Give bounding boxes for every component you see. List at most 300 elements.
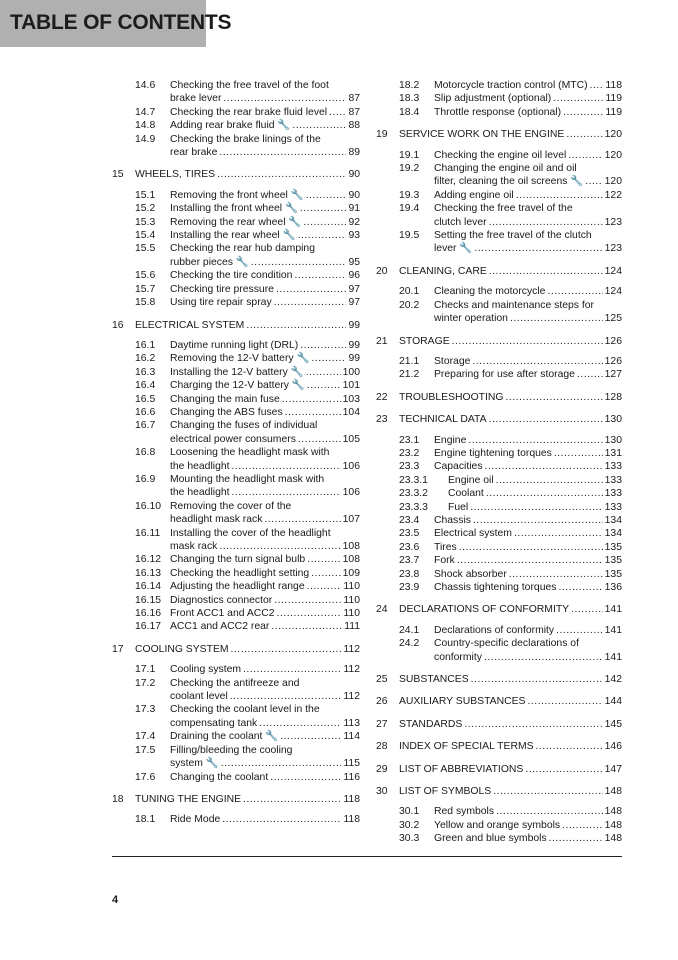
toc-section-entry[interactable] [112, 189, 360, 202]
toc-entry-page: 104 [342, 406, 360, 418]
toc-entry-title: Adjusting the headlight range [170, 581, 305, 593]
toc-entry-title: Checking the headlight setting [170, 567, 310, 579]
toc-chapter-entry[interactable] [376, 335, 622, 348]
toc-entry-title: Storage [434, 355, 471, 367]
toc-entry-page: 120 [604, 176, 622, 188]
toc-entry-number: 24.1 [399, 624, 420, 636]
toc-section-entry[interactable] [376, 624, 622, 637]
toc-section-entry[interactable] [112, 296, 360, 309]
dot-leader [516, 189, 603, 202]
toc-section-entry[interactable] [376, 805, 622, 818]
toc-entry-number: 18.4 [399, 106, 420, 118]
toc-entry-page: 113 [343, 717, 360, 729]
toc-entry-number: 16.13 [135, 567, 162, 579]
toc-section-entry[interactable] [112, 352, 360, 365]
toc-chapter-entry[interactable] [376, 265, 622, 278]
dot-leader [243, 793, 341, 806]
toc-section-entry[interactable] [376, 202, 622, 229]
toc-entry-title: Checking the engine oil level [434, 149, 567, 161]
dot-leader [264, 513, 340, 526]
toc-entry-number: 28 [376, 741, 388, 753]
dot-leader [271, 620, 342, 633]
toc-section-entry[interactable] [112, 366, 360, 379]
toc-entry-number: 15.5 [135, 243, 156, 255]
dot-leader [489, 216, 603, 229]
toc-entry-number: 14.8 [135, 120, 156, 132]
toc-entry-number: 19.4 [399, 203, 420, 215]
toc-section-entry[interactable] [112, 379, 360, 392]
toc-entry-title: Adding rear brake fluid 🔧 [170, 120, 291, 132]
dot-leader [457, 554, 603, 567]
toc-entry-page: 116 [343, 771, 360, 783]
toc-entry-title: Setting the free travel of the clutch [434, 230, 592, 242]
toc-entry-title: AUXILIARY SUBSTANCES [399, 696, 526, 708]
toc-section-entry[interactable] [112, 229, 360, 242]
dot-leader [223, 92, 346, 105]
toc-entry-page: 97 [348, 297, 360, 309]
toc-entry-page: 96 [348, 270, 360, 282]
dot-leader [510, 312, 603, 325]
dot-leader [217, 168, 346, 181]
toc-entry-number: 16.17 [135, 621, 162, 633]
toc-entry-page: 125 [604, 313, 622, 325]
toc-section-entry[interactable] [112, 594, 360, 607]
toc-entry-title: conformity [434, 651, 482, 663]
toc-entry-page: 105 [342, 433, 360, 445]
toc-section-entry[interactable] [112, 242, 360, 269]
toc-section-entry[interactable] [112, 406, 360, 419]
toc-entry-page: 134 [604, 514, 622, 526]
toc-entry-page: 103 [342, 393, 360, 405]
toc-entry-page: 112 [343, 691, 360, 703]
dot-leader [558, 581, 602, 594]
toc-section-entry[interactable] [112, 119, 360, 132]
toc-entry-page: 111 [344, 621, 360, 633]
toc-entry-title: Cleaning the motorcycle [434, 286, 546, 298]
toc-entry-page: 144 [604, 696, 622, 708]
dot-leader [230, 690, 342, 703]
toc-entry-number: 20.1 [399, 286, 420, 298]
toc-section-entry[interactable] [112, 730, 360, 743]
toc-chapter-entry[interactable] [112, 793, 360, 806]
toc-entry-title: Ride Mode [170, 814, 221, 826]
toc-section-entry[interactable] [376, 487, 622, 500]
toc-entry-title: SUBSTANCES [399, 674, 469, 686]
toc-section-entry[interactable] [376, 355, 622, 368]
toc-entry-title: Mounting the headlight mask with [170, 473, 325, 485]
toc-section-entry[interactable] [376, 514, 622, 527]
toc-entry-number: 16.14 [135, 581, 162, 593]
footer-divider [112, 856, 622, 857]
dot-leader [276, 283, 346, 296]
toc-section-entry[interactable] [376, 299, 622, 326]
toc-entry-title: Checking the rear hub damping [170, 243, 315, 255]
toc-entry-title: Declarations of conformity [434, 624, 555, 636]
toc-section-entry[interactable] [376, 285, 622, 298]
toc-entry-page: 99 [348, 319, 360, 331]
toc-entry-page: 114 [343, 731, 360, 743]
toc-entry-page: 141 [604, 624, 622, 636]
toc-entry-title: rear brake [170, 147, 218, 159]
toc-entry-number: 18 [112, 793, 124, 805]
toc-entry-page: 120 [604, 129, 622, 141]
toc-section-entry[interactable] [376, 501, 622, 514]
toc-section-entry[interactable] [112, 419, 360, 446]
toc-entry-page: 120 [604, 149, 622, 161]
toc-section-entry[interactable] [376, 106, 622, 119]
toc-section-entry[interactable] [376, 92, 622, 105]
toc-entry-number: 23 [376, 414, 388, 426]
toc-entry-page: 110 [343, 594, 360, 606]
toc-entry-page: 128 [604, 391, 622, 403]
toc-section-entry[interactable] [112, 580, 360, 593]
toc-entry-page: 89 [348, 147, 360, 159]
toc-entry-page: 118 [605, 80, 622, 91]
toc-entry-page: 123 [604, 243, 622, 255]
toc-section-entry[interactable] [112, 133, 360, 160]
toc-section-entry[interactable] [112, 553, 360, 566]
toc-entry-page: 119 [605, 106, 622, 118]
dot-leader [536, 740, 603, 753]
toc-section-entry[interactable] [112, 269, 360, 282]
toc-entry-title: Removing the cover of the [170, 500, 292, 512]
toc-entry-page: 141 [604, 651, 622, 663]
toc-section-entry[interactable] [112, 663, 360, 676]
toc-entry-number: 23.1 [399, 434, 420, 446]
toc-chapter-entry[interactable] [112, 643, 360, 656]
toc-chapter-entry[interactable] [376, 391, 622, 404]
toc-entry-title: Engine tightening torques [434, 447, 552, 459]
toc-chapter-entry[interactable] [376, 128, 622, 141]
toc-entry-number: 30.2 [399, 819, 420, 831]
toc-entry-title: mask rack [170, 541, 218, 552]
toc-entry-page: 133 [604, 474, 622, 486]
toc-entry-title: Installing the front wheel 🔧 [170, 203, 298, 215]
page-number: 4 [112, 894, 119, 906]
toc-entry-page: 99 [348, 339, 360, 351]
toc-entry-title: Charging the 12-V battery 🔧 [170, 380, 305, 392]
toc-entry-page: 130 [604, 434, 622, 446]
toc-section-entry[interactable] [112, 500, 360, 527]
toc-entry-page: 126 [604, 355, 622, 367]
dot-leader [554, 447, 603, 460]
toc-entry-number: 23.3.3 [399, 501, 428, 513]
toc-entry-page: 119 [605, 93, 622, 105]
toc-entry-number: 16.8 [135, 447, 156, 459]
toc-entry-title: CLEANING, CARE [399, 265, 487, 277]
toc-entry-number: 23.2 [399, 447, 420, 459]
toc-chapter-entry[interactable] [376, 785, 622, 798]
toc-entry-title: Loosening the headlight mask with [170, 447, 330, 459]
toc-entry-page: 109 [342, 567, 360, 579]
toc-section-entry[interactable] [376, 832, 622, 845]
toc-entry-number: 16.10 [135, 500, 162, 512]
dot-leader [277, 607, 342, 620]
toc-section-entry[interactable] [376, 637, 622, 664]
toc-entry-title: TROUBLESHOOTING [399, 391, 504, 403]
toc-section-entry[interactable] [112, 744, 360, 771]
toc-section-entry[interactable] [376, 527, 622, 540]
toc-section-entry[interactable] [376, 434, 622, 447]
dot-leader [222, 813, 341, 826]
toc-entry-number: 29 [376, 763, 388, 775]
toc-entry-title: Checking the coolant level in the [170, 704, 320, 716]
dot-leader [464, 718, 602, 731]
toc-section-entry[interactable] [376, 541, 622, 554]
toc-entry-title: electrical power consumers [170, 433, 296, 445]
toc-entry-page: 118 [343, 793, 360, 805]
toc-section-entry[interactable] [376, 189, 622, 202]
toc-entry-title: Capacities [434, 461, 483, 473]
toc-entry-title: clutch lever [434, 216, 487, 228]
dot-leader [329, 106, 346, 119]
toc-section-entry[interactable] [112, 771, 360, 784]
toc-entry-number: 15.4 [135, 230, 156, 242]
dot-leader [577, 368, 603, 381]
dot-leader [527, 695, 602, 708]
toc-entry-title: the headlight [170, 487, 230, 499]
toc-entry-title: SERVICE WORK ON THE ENGINE [399, 129, 565, 141]
toc-section-entry[interactable] [112, 703, 360, 730]
toc-entry-page: 123 [604, 216, 622, 228]
dot-leader [489, 265, 603, 278]
toc-entry-number: 16.5 [135, 393, 156, 405]
toc-entry-number: 21.1 [399, 355, 420, 367]
toc-chapter-entry[interactable] [376, 673, 622, 686]
toc-entry-number: 17.5 [135, 744, 156, 756]
toc-section-entry[interactable] [376, 368, 622, 381]
toc-entry-title: Red symbols [434, 806, 495, 818]
toc-entry-title: COOLING SYSTEM [135, 643, 229, 655]
toc-entry-number: 16.11 [135, 527, 161, 539]
toc-section-entry[interactable] [112, 607, 360, 620]
dot-leader [231, 643, 342, 656]
toc-entry-title: winter operation [434, 313, 508, 325]
toc-chapter-entry[interactable] [376, 763, 622, 776]
toc-entry-page: 90 [348, 169, 360, 181]
toc-entry-number: 25 [376, 674, 388, 686]
toc-entry-page: 147 [604, 763, 622, 775]
toc-entry-title: ACC1 and ACC2 rear [170, 621, 270, 633]
toc-entry-title: Cooling system [170, 664, 242, 676]
toc-chapter-entry[interactable] [376, 413, 622, 426]
toc-entry-number: 18.2 [399, 80, 420, 91]
toc-entry-title: the headlight [170, 460, 230, 472]
toc-entry-title: Engine [434, 434, 467, 446]
toc-entry-title: Installing the 12-V battery 🔧 [170, 366, 304, 378]
toc-entry-number: 23.7 [399, 555, 420, 567]
dot-leader [285, 406, 341, 419]
dot-leader [496, 805, 603, 818]
toc-entry-number: 30 [376, 786, 388, 798]
toc-entry-number: 19.2 [399, 163, 420, 175]
dot-leader [280, 730, 341, 743]
toc-section-entry[interactable] [112, 567, 360, 580]
toc-entry-number: 24 [376, 604, 388, 616]
toc-entry-title: rubber pieces 🔧 [170, 256, 249, 268]
toc-entry-page: 107 [342, 514, 360, 526]
toc-section-entry[interactable] [112, 283, 360, 296]
toc-section-entry[interactable] [376, 447, 622, 460]
toc-section-entry[interactable] [112, 79, 360, 106]
toc-chapter-entry[interactable] [376, 695, 622, 708]
dot-leader [471, 673, 603, 686]
toc-entry-number: 16.12 [135, 554, 162, 566]
dot-leader [563, 106, 603, 119]
toc-entry-title: Tires [434, 541, 457, 553]
toc-section-entry[interactable] [112, 677, 360, 704]
dot-leader [270, 771, 341, 784]
toc-entry-title: Diagnostics connector [170, 594, 273, 606]
dot-leader [525, 763, 602, 776]
toc-entry-title: Checks and maintenance steps for [434, 299, 594, 311]
dot-leader [307, 553, 340, 566]
toc-section-entry[interactable] [112, 339, 360, 352]
toc-entry-title: Engine oil [448, 474, 494, 486]
dot-leader [306, 366, 341, 379]
toc-entry-title: Electrical system [434, 528, 512, 540]
toc-entry-title: Fuel [448, 501, 469, 513]
dot-leader [470, 501, 602, 514]
toc-entry-page: 124 [604, 265, 622, 277]
toc-entry-title: Green and blue symbols [434, 833, 547, 845]
toc-entry-title: Motorcycle traction control (MTC) [434, 80, 588, 91]
toc-entry-page: 130 [604, 414, 622, 426]
toc-entry-page: 133 [604, 501, 622, 513]
toc-section-entry[interactable] [376, 554, 622, 567]
dot-leader [221, 757, 342, 770]
page-title: TABLE OF CONTENTS [10, 11, 232, 34]
toc-entry-title: Chassis [434, 514, 471, 526]
toc-entry-page: 88 [348, 120, 360, 132]
toc-entry-number: 14.6 [135, 80, 156, 91]
toc-entry-number: 17.3 [135, 704, 156, 716]
toc-entry-title: Checking the antifreeze and [170, 677, 300, 689]
toc-entry-number: 15.7 [135, 283, 156, 295]
dot-leader [547, 285, 602, 298]
toc-entry-page: 92 [348, 216, 360, 228]
toc-section-entry[interactable] [112, 393, 360, 406]
toc-section-entry[interactable] [112, 620, 360, 633]
toc-section-entry[interactable] [112, 446, 360, 473]
toc-entry-number: 23.5 [399, 528, 420, 540]
toc-entry-number: 16 [112, 319, 124, 331]
toc-entry-number: 15.1 [135, 189, 156, 201]
toc-entry-page: 110 [343, 608, 360, 620]
toc-section-entry[interactable] [376, 229, 622, 256]
toc-entry-page: 106 [342, 487, 360, 499]
toc-section-entry[interactable] [376, 568, 622, 581]
toc-entry-title: Country-specific declarations of [434, 638, 579, 650]
toc-entry-page: 135 [604, 541, 622, 553]
toc-entry-title: Shock absorber [434, 568, 507, 580]
toc-entry-number: 27 [376, 718, 388, 730]
toc-section-entry[interactable] [376, 474, 622, 487]
toc-section-entry[interactable] [376, 460, 622, 473]
toc-chapter-entry[interactable] [376, 740, 622, 753]
dot-leader [549, 832, 603, 845]
dot-leader [585, 175, 602, 188]
toc-entry-title: system 🔧 [170, 758, 219, 770]
toc-section-entry[interactable] [112, 527, 360, 554]
toc-chapter-entry[interactable] [376, 718, 622, 731]
toc-entry-number: 17.6 [135, 771, 156, 783]
toc-entry-page: 142 [604, 674, 622, 686]
dot-leader [243, 663, 341, 676]
toc-entry-number: 17.2 [135, 677, 156, 689]
toc-entry-title: Changing the fuses of individual [170, 420, 318, 432]
toc-section-entry[interactable] [376, 149, 622, 162]
dot-leader [553, 92, 603, 105]
toc-section-entry[interactable] [112, 106, 360, 119]
toc-entry-title: compensating tank [170, 717, 258, 729]
toc-chapter-entry[interactable] [112, 319, 360, 332]
toc-entry-title: STORAGE [399, 335, 450, 347]
toc-section-entry[interactable] [376, 819, 622, 832]
dot-leader [472, 355, 602, 368]
toc-section-entry[interactable] [112, 202, 360, 215]
toc-entry-number: 19.3 [399, 189, 420, 201]
toc-section-entry[interactable] [112, 216, 360, 229]
toc-entry-title: Checking the brake linings of the [170, 133, 321, 145]
toc-entry-title: Adding engine oil [434, 189, 514, 201]
toc-entry-title: Slip adjustment (optional) [434, 93, 552, 105]
dot-leader [282, 393, 341, 406]
toc-entry-number: 16.7 [135, 420, 156, 432]
dot-leader [219, 540, 340, 553]
toc-entry-title: headlight mask rack [170, 514, 263, 526]
toc-entry-page: 97 [348, 283, 360, 295]
dot-leader [568, 149, 602, 162]
dot-leader [473, 514, 603, 527]
dot-leader [590, 79, 604, 92]
toc-entry-page: 148 [604, 819, 622, 831]
toc-section-entry[interactable] [376, 581, 622, 594]
toc-entry-title: LIST OF SYMBOLS [399, 786, 492, 798]
toc-chapter-entry[interactable] [112, 168, 360, 181]
toc-section-entry[interactable] [376, 162, 622, 189]
dot-leader [303, 216, 346, 229]
toc-entry-title: Checking the free travel of the foot [170, 80, 329, 91]
toc-entry-title: LIST OF ABBREVIATIONS [399, 763, 524, 775]
toc-entry-page: 135 [604, 568, 622, 580]
toc-entry-title: TUNING THE ENGINE [135, 793, 242, 805]
toc-entry-title: Checking the tire condition [170, 270, 293, 282]
toc-entry-title: Front ACC1 and ACC2 [170, 608, 275, 620]
toc-entry-title: Daytime running light (DRL) [170, 339, 299, 351]
toc-entry-title: Changing the engine oil and oil [434, 163, 577, 175]
dot-leader [452, 335, 603, 348]
toc-entry-number: 30.1 [399, 806, 420, 818]
toc-section-entry[interactable] [112, 473, 360, 500]
toc-entry-title: WHEELS, TIRES [135, 169, 216, 181]
toc-entry-title: Changing the main fuse [170, 393, 280, 405]
toc-entry-title: Changing the coolant [170, 771, 269, 783]
toc-chapter-entry[interactable] [376, 603, 622, 616]
toc-entry-number: 16.2 [135, 353, 156, 365]
toc-entry-page: 135 [604, 555, 622, 567]
toc-entry-number: 21 [376, 335, 388, 347]
dot-leader [486, 487, 603, 500]
toc-entry-number: 15.3 [135, 216, 156, 228]
dot-leader [485, 460, 603, 473]
toc-entry-title: Preparing for use after storage [434, 369, 575, 381]
toc-entry-title: Removing the rear wheel 🔧 [170, 216, 302, 228]
toc-entry-number: 16.16 [135, 608, 162, 620]
dot-leader [292, 119, 346, 132]
toc-section-entry[interactable] [112, 813, 360, 826]
toc-section-entry[interactable] [376, 79, 622, 92]
